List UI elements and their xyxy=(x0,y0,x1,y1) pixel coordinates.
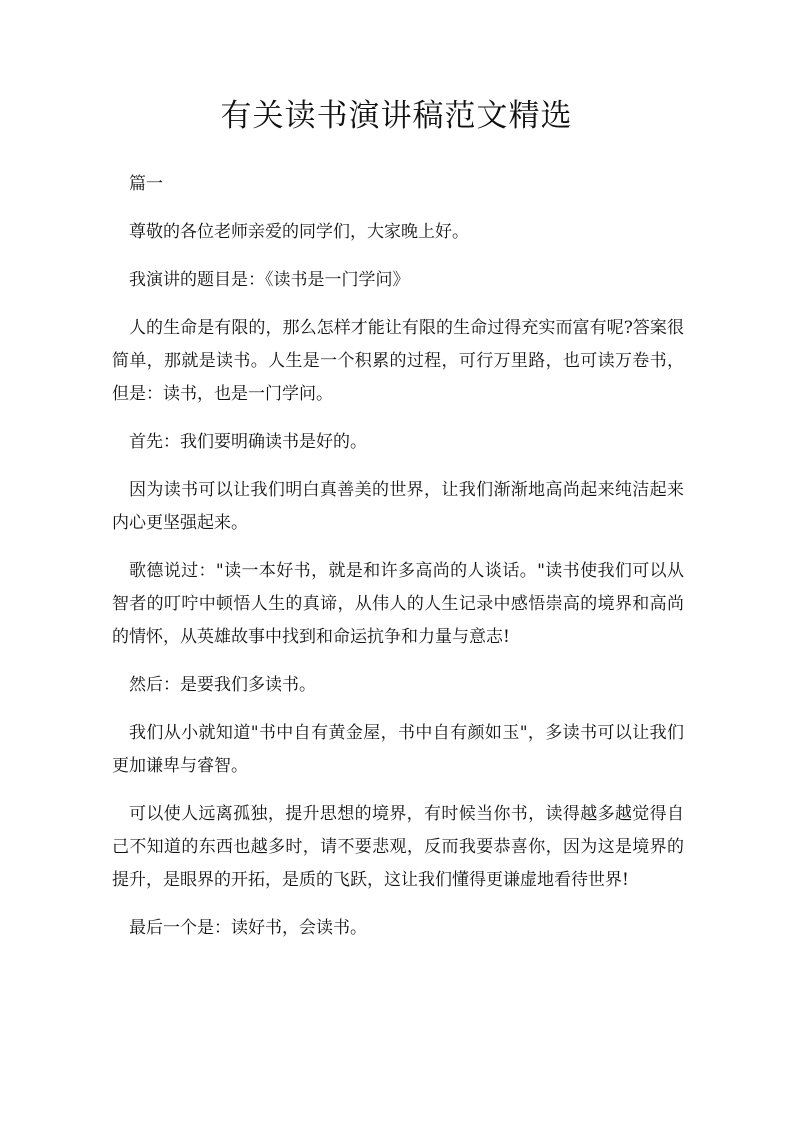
document-body xyxy=(112,168,684,960)
paragraph: 歌德说过："读一本好书，就是和许多高尚的人谈话。"读书使我们可以从智者的叮咛中顿悟人生的真谛，从伟人的人生记录中感悟崇高的境界和高尚的情怀，从英雄故事中找到和命运抗争和力量与意志! xyxy=(112,561,684,647)
paragraph: 人的生命是有限的，那么怎样才能让有限的生命过得充实而富有呢?答案很简单，那就是读书。人生是一个积累的过程，可行万里路，也可读万卷书，但是：读书，也是一门学问。 xyxy=(112,318,684,404)
paragraph: 我们从小就知道"书中自有黄金屋，书中自有颜如玉"，多读书可以让我们更加谦卑与睿智。 xyxy=(112,723,684,776)
paragraph: 因为读书可以让我们明白真善美的世界，让我们渐渐地高尚起来纯洁起来内心更坚强起来。 xyxy=(112,480,684,533)
paragraph: 然后：是要我们多读书。 xyxy=(129,675,316,695)
paragraph-greeting: 尊敬的各位老师亲爱的同学们，大家晚上好。 xyxy=(129,222,469,242)
paragraph: 可以使人远离孤独，提升思想的境界，有时候当你书，读得越多越觉得自己不知道的东西也越多时，请不要悲观，反而我要恭喜你，因为这是境界的提升，是眼界的开拓，是质的飞跃，这让我们懂得更谦虚地看待世界! xyxy=(112,804,684,890)
paragraph-section-label: 篇一 xyxy=(129,174,163,194)
paragraph: 最后一个是：读好书，会读书。 xyxy=(129,918,367,938)
paragraph-topic: 我演讲的题目是：《读书是一门学问》 xyxy=(129,270,410,290)
document-title: 有关读书演讲稿范文精选 xyxy=(220,98,573,134)
paragraph: 首先：我们要明确读书是好的。 xyxy=(129,432,367,452)
